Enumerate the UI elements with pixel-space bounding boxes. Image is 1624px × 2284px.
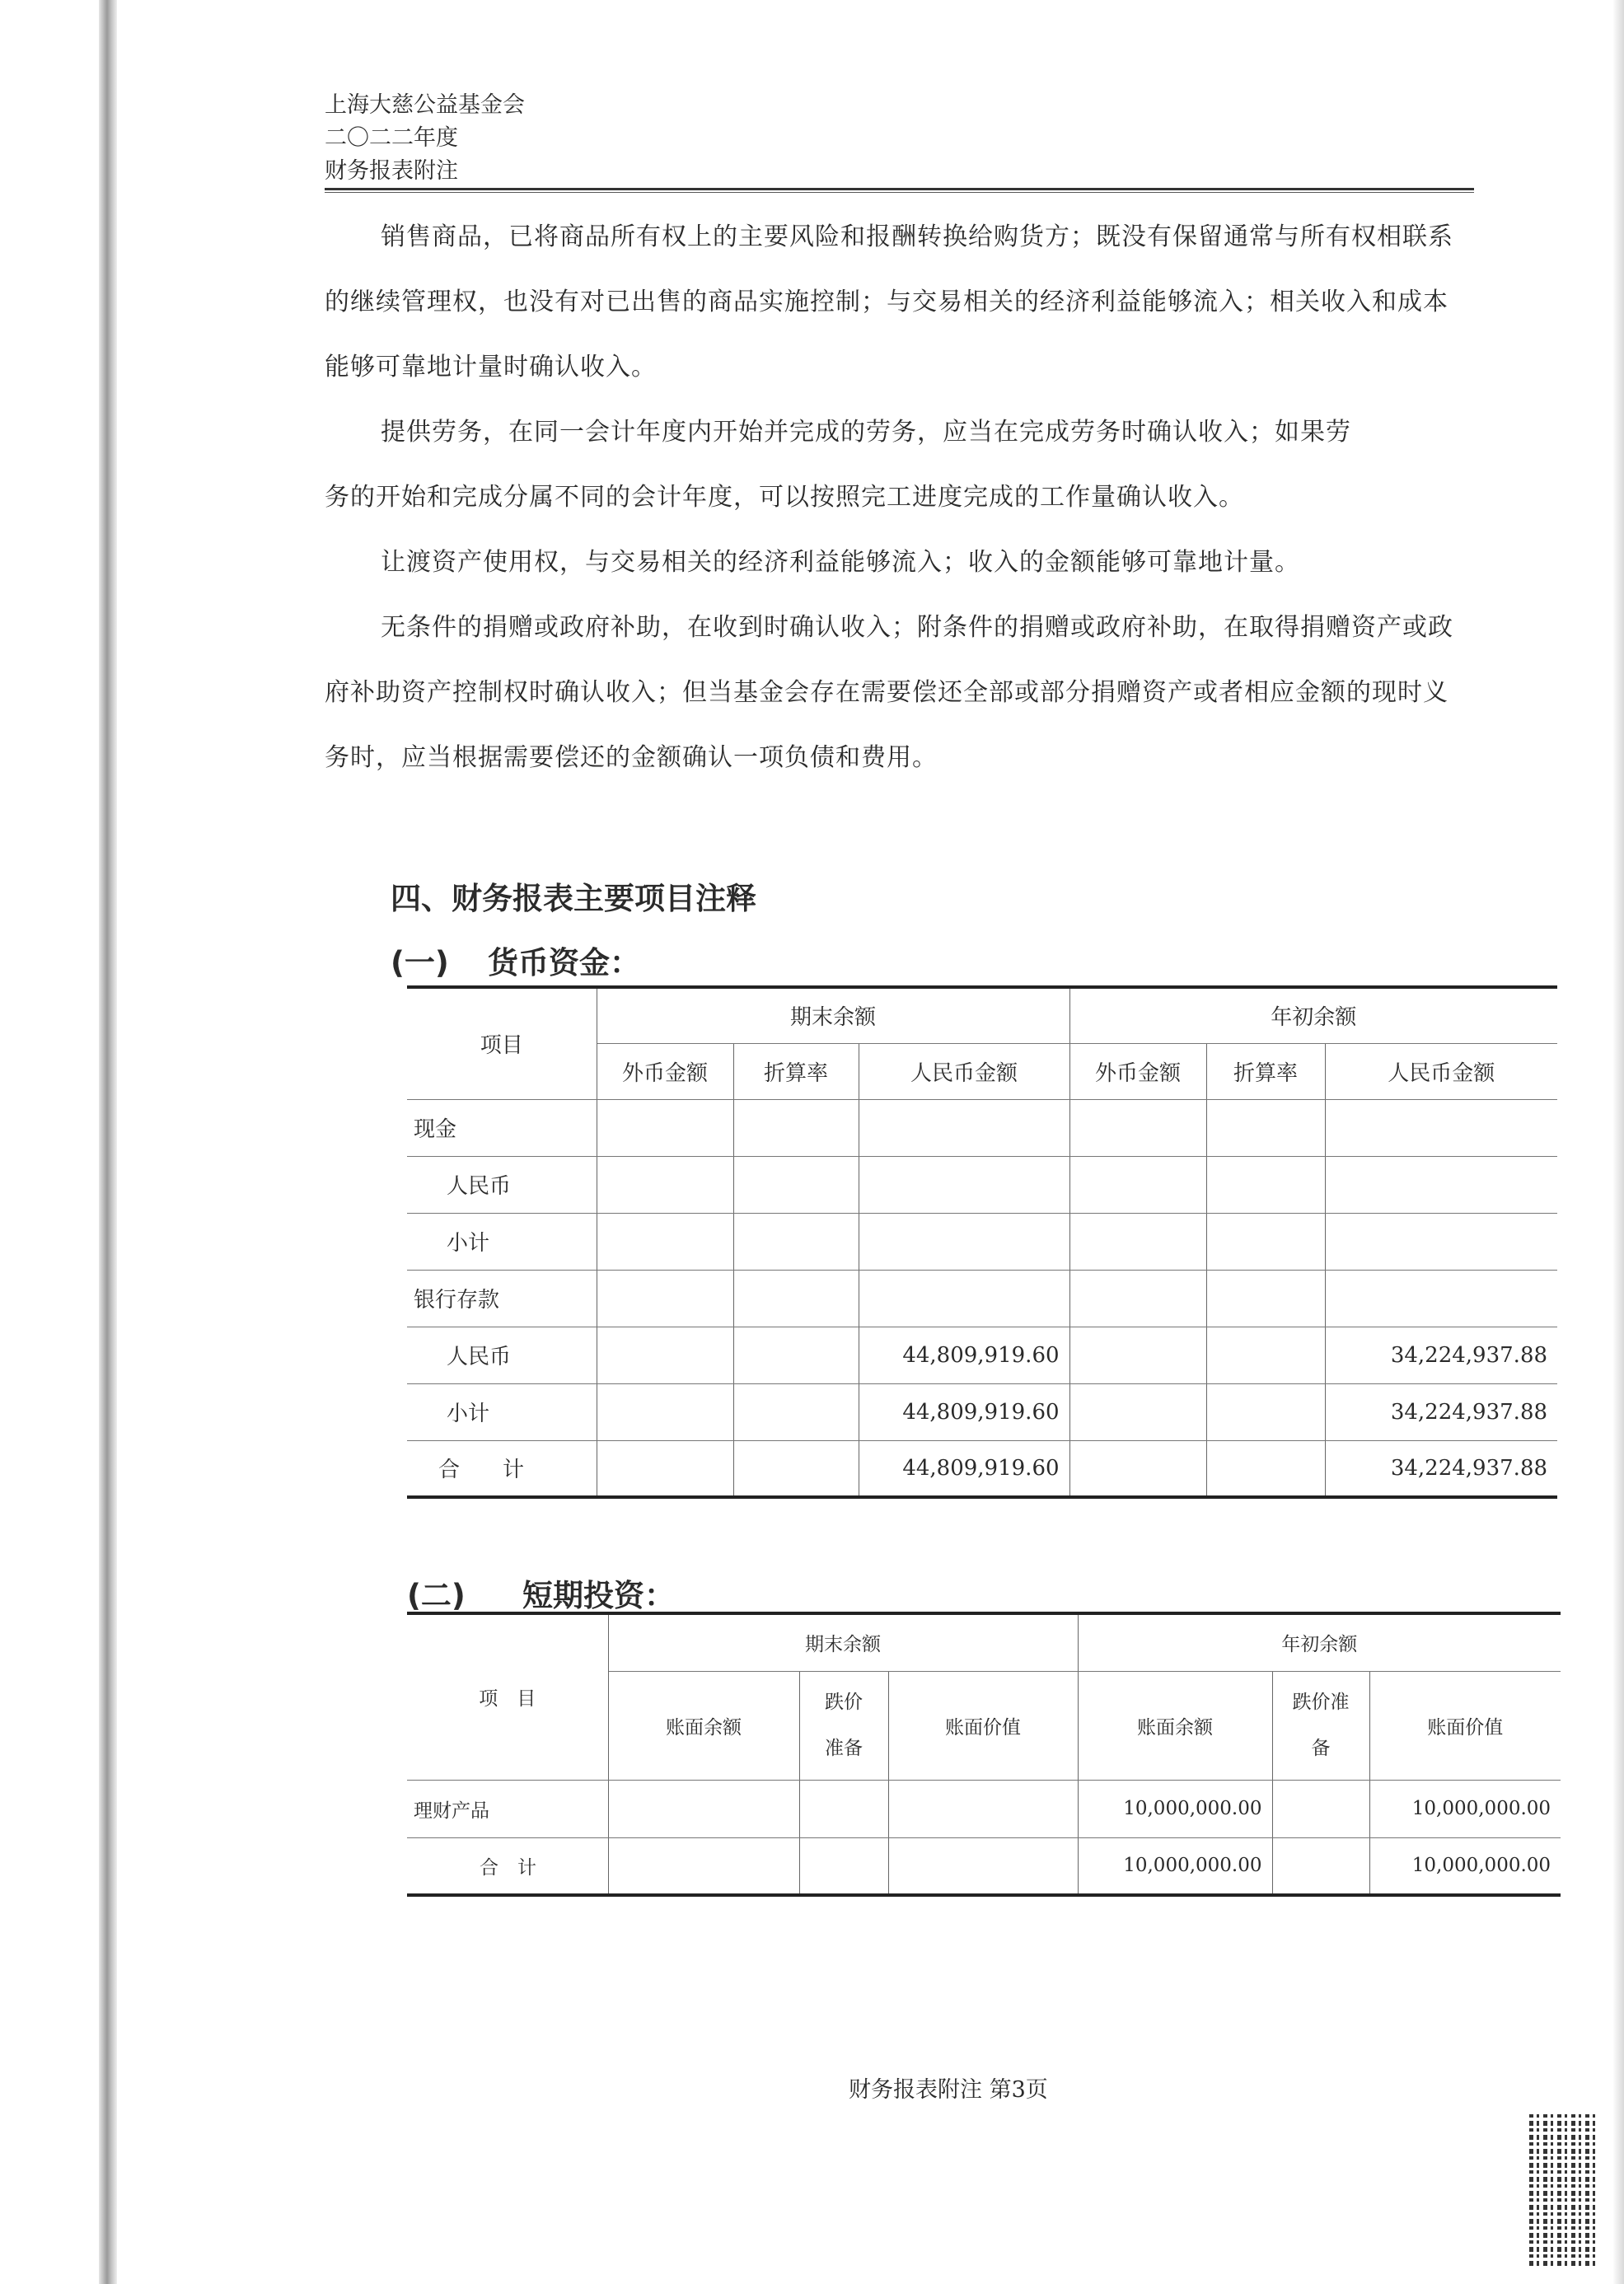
table-row	[407, 1213, 1557, 1270]
row-label: 合 计	[407, 1837, 608, 1895]
col-header-provision: 跌价准备	[799, 1671, 888, 1780]
col-header-fc: 外币金额	[597, 1043, 733, 1099]
begin-book-balance: 10,000,000.00	[1078, 1780, 1272, 1837]
paragraph: 销售商品，已将商品所有权上的主要风险和报酬转换给购货方；既没有保留通常与所有权相联系的继续管理权，也没有对已出售的商品实施控制；与交易相关的经济利益能够流入；相关收入和成本能够可靠地计量时确认收入。	[325, 222, 1453, 381]
paragraph: 让渡资产使用权，与交易相关的经济利益能够流入；收入的金额能够可靠地计量。	[381, 548, 1300, 577]
header-org: 上海大慈公益基金会	[325, 92, 525, 118]
end-rmb-value: 44,809,919.60	[859, 1440, 1069, 1497]
page-header	[325, 89, 525, 188]
col-header-provision: 跌价准备	[1272, 1671, 1369, 1780]
table-row	[407, 1440, 1557, 1497]
paragraph: 无条件的捐赠或政府补助，在收到时确认收入；附条件的捐赠或政府补助，在取得捐赠资产或政府补助资产控制权时确认收入；但当基金会存在需要偿还全部或部分捐赠资产或者相应金额的现时义务时，应当根据需要偿还的金额确认一项负债和费用。	[325, 613, 1453, 772]
binding-shadow	[99, 0, 117, 2284]
header-rule	[325, 188, 1474, 193]
header-doc: 财务报表附注	[325, 158, 458, 184]
group-header-begin: 年初余额	[1069, 987, 1557, 1043]
row-label: 理财产品	[407, 1780, 608, 1837]
row-label: 现金	[407, 1099, 597, 1156]
col-header-rmb: 人民币金额	[859, 1043, 1069, 1099]
cash-heading	[391, 938, 640, 982]
begin-book-value: 10,000,000.00	[1369, 1780, 1561, 1837]
row-label: 银行存款	[407, 1270, 597, 1327]
table-row	[407, 1837, 1561, 1895]
short-term-investment-table	[407, 1612, 1561, 1897]
invest-heading-title: 短期投资：	[522, 1578, 675, 1613]
col-header-rmb: 人民币金额	[1325, 1043, 1557, 1099]
paragraph: 务的开始和完成分属不同的会计年度，可以按照完工进度完成的工作量确认收入。	[325, 483, 1244, 512]
end-rmb-value: 44,809,919.60	[859, 1327, 1069, 1383]
begin-book-balance: 10,000,000.00	[1078, 1837, 1272, 1895]
invest-heading	[407, 1570, 675, 1615]
row-label: 人民币	[407, 1156, 597, 1213]
end-rmb-value: 44,809,919.60	[859, 1383, 1069, 1440]
header-year: 二〇二二年度	[325, 125, 458, 151]
begin-rmb-value: 34,224,937.88	[1325, 1440, 1557, 1497]
col-header-book-balance: 账面余额	[608, 1671, 799, 1780]
begin-rmb-value: 34,224,937.88	[1325, 1327, 1557, 1383]
table-row	[407, 1780, 1561, 1837]
cash-heading-title: 货币资金：	[488, 945, 640, 981]
begin-rmb-value: 34,224,937.88	[1325, 1383, 1557, 1440]
qr-code-icon	[1529, 2114, 1597, 2266]
col-header-book-balance: 账面余额	[1078, 1671, 1272, 1780]
page-edge-shadow	[1612, 0, 1624, 2284]
col-header-fc: 外币金额	[1069, 1043, 1206, 1099]
col-header-rate: 折算率	[1206, 1043, 1325, 1099]
row-label: 小计	[407, 1213, 597, 1270]
row-label: 人民币	[407, 1327, 597, 1383]
group-header-end: 期末余额	[608, 1613, 1078, 1671]
col-item-header: 项目	[407, 987, 597, 1099]
row-label: 小计	[407, 1383, 597, 1440]
table-row	[407, 1383, 1557, 1440]
paragraph: 提供劳务，在同一会计年度内开始并完成的劳务，应当在完成劳务时确认收入；如果劳	[381, 418, 1351, 447]
section-title: 四、财务报表主要项目注释	[391, 881, 756, 916]
table-row	[407, 1156, 1557, 1213]
begin-book-value: 10,000,000.00	[1369, 1837, 1561, 1895]
invest-heading-number: (二)	[407, 1578, 466, 1613]
group-header-begin: 年初余额	[1078, 1613, 1561, 1671]
col-item-header: 项 目	[407, 1613, 608, 1780]
table-row	[407, 1099, 1557, 1156]
cash-table	[407, 985, 1557, 1499]
row-label: 合 计	[407, 1440, 597, 1497]
col-header-book-value: 账面价值	[1369, 1671, 1561, 1780]
cash-heading-number: (一)	[391, 945, 449, 981]
group-header-end: 期末余额	[597, 987, 1069, 1043]
body-text	[325, 204, 1462, 790]
table-row	[407, 1270, 1557, 1327]
page-footer: 财务报表附注 第3页	[849, 2077, 1048, 2103]
table-row	[407, 1327, 1557, 1383]
col-header-book-value: 账面价值	[888, 1671, 1078, 1780]
col-header-rate: 折算率	[733, 1043, 859, 1099]
